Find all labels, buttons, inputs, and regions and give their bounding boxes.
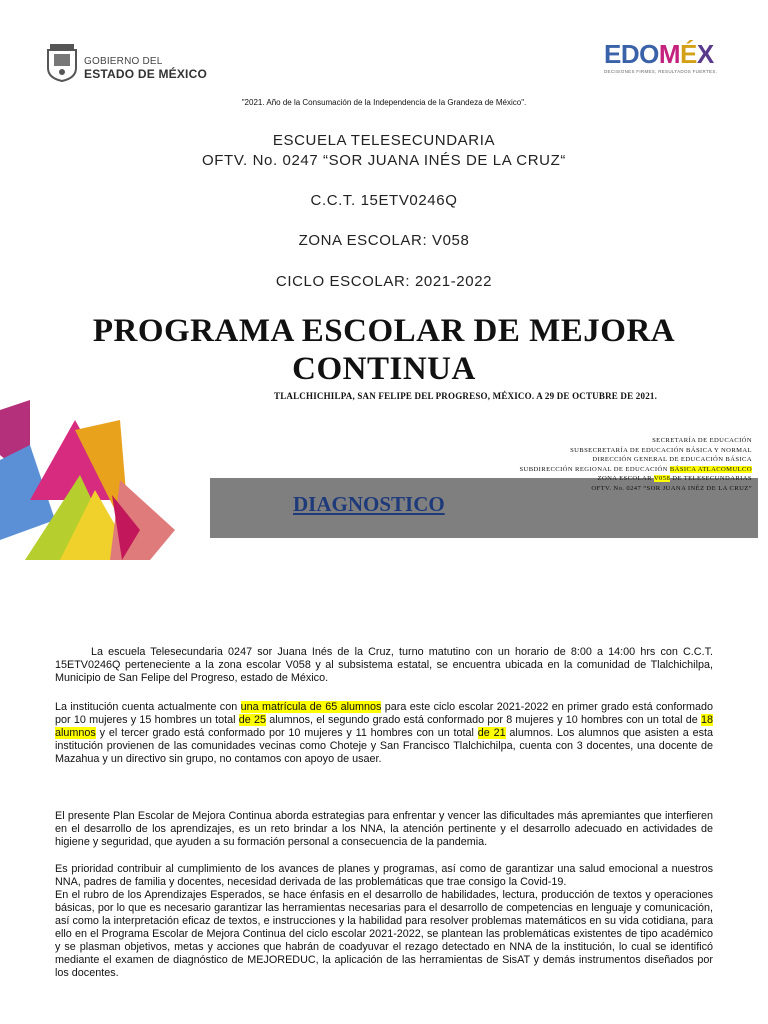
- enrollment-highlight-3: 18 alumnos: [55, 714, 713, 739]
- government-line-1: GOBIERNO DEL: [84, 56, 163, 67]
- enrollment-highlight-2: de 25: [238, 714, 267, 726]
- decorative-triangles: [0, 400, 190, 560]
- government-name: [84, 56, 207, 80]
- enrollment-text-5: alumnos. Los alumnos que asisten a esta institución provienen de las comunidades vecinas como Choteje y San Francisco Tlalchichilpa, cuenta con 3 docentes, una docente de Mazahua y un directivo sin grupo, no contamos con apoyo de usaer.: [55, 727, 713, 765]
- secretaria-line-3: DIRECCIÓN GENERAL DE EDUCACIÓN BÁSICA: [592, 456, 752, 464]
- secretaria-line-5-highlight: V058: [653, 475, 671, 483]
- enrollment-text-1: La institución cuenta actualmente con: [55, 701, 241, 713]
- enrollment-highlight-4: de 21: [477, 727, 506, 739]
- title-line-1: PROGRAMA ESCOLAR DE MEJORA: [92, 313, 676, 349]
- enrollment-text-2: para este ciclo escolar 2021-2022 en primer grado está conformado por 10 mujeres y 15 hombres un total: [55, 701, 713, 726]
- edomex-logo: [604, 40, 734, 74]
- enrollment-text-4: y el tercer grado está conformado por 10 mujeres y 11 hombres con un total: [95, 727, 478, 739]
- secretaria-line-4: [519, 465, 752, 475]
- school-name: OFTV. No. 0247 “SOR JUANA INÉS DE LA CRUZ“: [202, 152, 566, 169]
- edomex-logo-text: EDOMÉX: [604, 39, 714, 69]
- state-seal-icon: [44, 42, 80, 82]
- document-title: [0, 312, 768, 388]
- paragraph-enrollment: [55, 701, 713, 766]
- paragraph-intro: La escuela Telesecundaria 0247 sor Juana Inés de la Cruz, turno matutino con un horario de 8:00 a 14:00 hrs con C.C.T. 15ETV0246Q perteneciente a la zona escolar V058 y al subsistema estatal, se encuentra ubicada en la comunidad de Tlalchichilpa, Municipio de San Felipe del Progreso, estado de México.: [55, 646, 713, 684]
- year-motto: "2021. Año de la Consumación de la Independencia de la Grandeza de México".: [241, 98, 527, 107]
- secretaria-line-4-highlight: BÁSICA ATLACOMULCO: [669, 465, 752, 473]
- school-type: ESCUELA TELESECUNDARIA: [272, 132, 496, 149]
- paragraph-learning: En el rubro de los Aprendizajes Esperados, se hace énfasis en el desarrollo de habilidades, lectura, producción de textos y operaciones básicas, por lo que es necesario garantizar las herramientas necesarias para el desarrollo de competencias en lenguaje y comunicación, así como la interpretación eficaz de textos, e instrucciones y la habilidad para resolver problemas matemáticos en su vida cotidiana, para ello en el Programa Escolar de Mejora Continua del ciclo escolar 2021-2022, se plantean las problemáticas existentes de tipo académico y se plasman objetivos, metas y acciones que habrán de coadyuvar el rezago detectado en NNA de la institución, lo cual se identificó mediante el examen de diagnóstico de MEJOREDUC, la aplicación de las herramientas de SisAT y demás instrumentos diseñados por los docentes.: [55, 889, 713, 979]
- edomex-tagline: DECISIONES FIRMES, RESULTADOS FUERTES.: [604, 69, 718, 74]
- paragraph-priority: Es prioridad contribuir al cumplimiento de los avances de planes y programas, así como de garantizar una salud emocional a nuestros NNA, padres de familia y docentes, necesidad derivada de las problemáticas que trae consigo la Covid-19.: [55, 863, 713, 888]
- government-line-2: ESTADO DE MÉXICO: [84, 67, 207, 81]
- school-cycle: CICLO ESCOLAR: 2021-2022: [275, 273, 493, 290]
- school-zone: ZONA ESCOLAR: V058: [298, 232, 470, 249]
- place-date: TLALCHICHILPA, SAN FELIPE DEL PROGRESO, MÉXICO. A 29 DE OCTUBRE DE 2021.: [274, 391, 658, 401]
- secretaria-line-1: SECRETARÍA DE EDUCACIÓN: [652, 437, 752, 444]
- secretaria-line-2: SUBSECRETARÍA DE EDUCACIÓN BÁSICA Y NORMAL: [570, 446, 752, 454]
- section-heading: DIAGNOSTICO: [293, 492, 445, 516]
- secretaria-block: [519, 436, 752, 494]
- enrollment-text-3: alumnos, el segundo grado está conformado por 8 mujeres y 10 hombres con un total de: [266, 714, 701, 726]
- secretaria-line-6: OFTV. No. 0247 “SOR JUANA INÉZ DE LA CRUZ”: [591, 484, 752, 492]
- title-line-2: CONTINUA: [292, 351, 476, 387]
- secretaria-line-4-text: SUBDIRECCIÓN REGIONAL DE EDUCACIÓN: [519, 465, 670, 473]
- secretaria-line-5-end: DE TELESECUNDARIAS: [670, 475, 752, 483]
- paragraph-plan: El presente Plan Escolar de Mejora Continua aborda estrategias para enfrentar y vencer las dificultades más apremiantes que interfieren en el desarrollo de los aprendizajes, es un reto brindar a los NNA, la atención pertinente y el desarrollo adecuado en actividades de higiene y seguridad, que ayuden a su formación personal a consecuencia de la pandemia.: [55, 810, 713, 848]
- secretaria-line-5-text: ZONA ESCOLAR: [597, 475, 654, 483]
- enrollment-highlight-1: una matrícula de 65 alumnos: [240, 701, 382, 713]
- secretaria-line-5: [519, 474, 752, 484]
- school-cct: C.C.T. 15ETV0246Q: [310, 192, 458, 209]
